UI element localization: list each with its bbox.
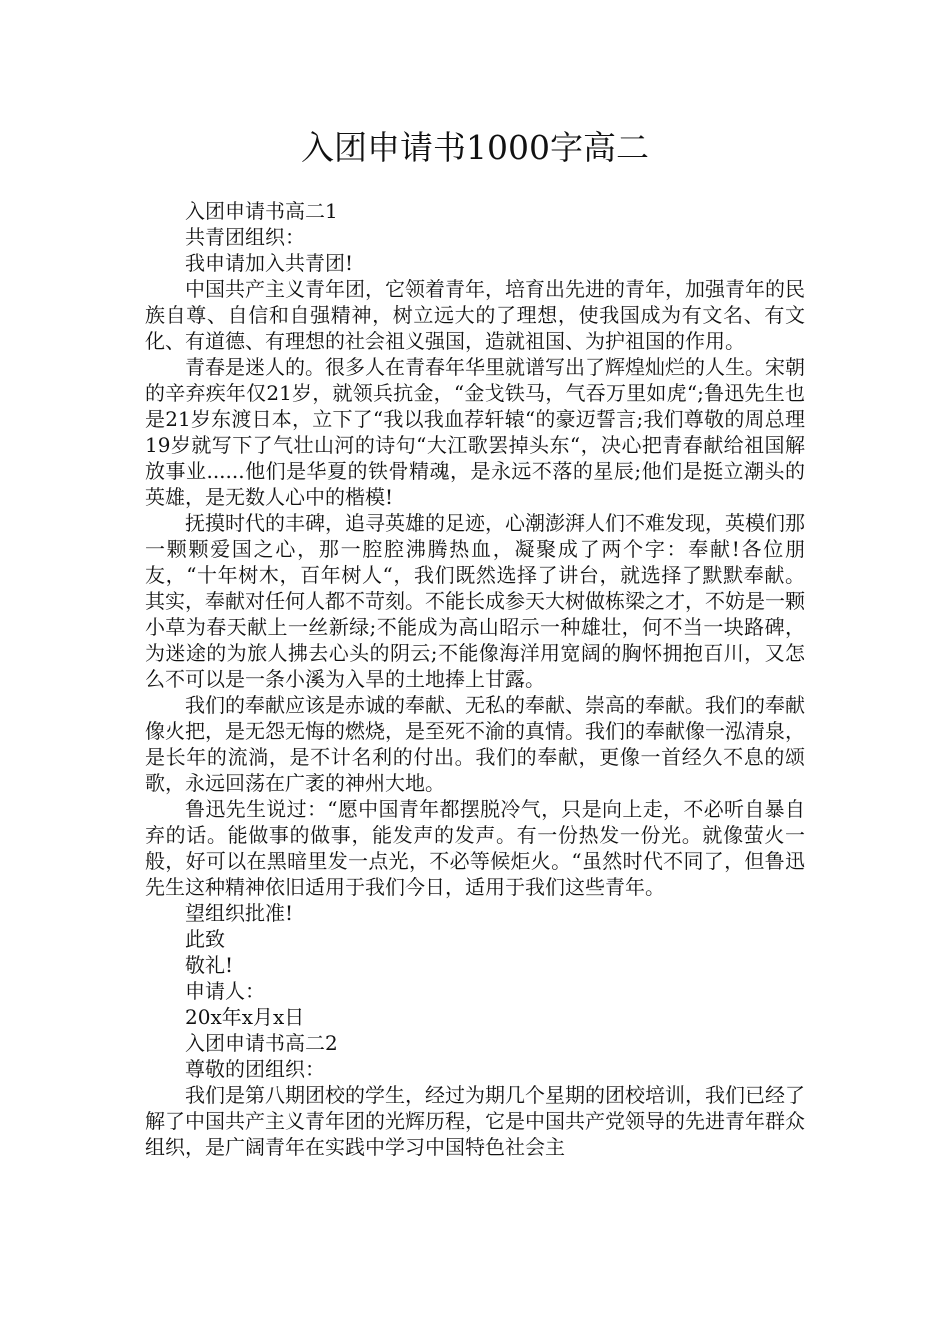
body-paragraph: 中国共产主义青年团，它领着青年，培育出先进的青年，加强青年的民族自尊、自信和自强精神，树立远大的了理想，使我国成为有文名、有文化、有道德、有理想的社会祖义强国，造就祖国、为护祖国的作用。 bbox=[145, 277, 805, 353]
closing-request: 望组织批准! bbox=[185, 901, 294, 925]
salutation: 共青团组织： bbox=[185, 225, 305, 249]
date-line: 20x年x月x日 bbox=[185, 1005, 305, 1029]
body-paragraph: 鲁迅先生说过：“愿中国青年都摆脱冷气，只是向上走，不必听自暴自弃的话。能做事的做事，能发声的发声。有一份热发一份光。就像萤火一般，好可以在黑暗里发一点光，不必等候炬火。“虽然时代不同了，但鲁迅先生这种精神依旧适用于我们今日，适用于我们这些青年。 bbox=[145, 797, 805, 899]
closing-line: 敬礼! bbox=[185, 953, 234, 977]
opening-line: 我申请加入共青团! bbox=[185, 251, 354, 275]
salutation: 尊敬的团组织： bbox=[185, 1057, 325, 1081]
body-paragraph: 我们的奉献应该是赤诚的奉献、无私的奉献、崇高的奉献。我们的奉献像火把，是无怨无悔的燃烧，是至死不渝的真情。我们的奉献像一泓清泉，是长年的流淌，是不计名利的付出。我们的奉献，更像一首经久不息的颂歌，永远回荡在广袤的神州大地。 bbox=[145, 693, 805, 795]
body-paragraph: 青春是迷人的。很多人在青春年华里就谱写出了辉煌灿烂的人生。宋朝的辛弃疾年仅21岁，就领兵抗金，“金戈铁马，气吞万里如虎“;鲁迅先生也是21岁东渡日本，立下了“我以我血荐轩辕“的豪迈誓言;我们尊敬的周总理19岁就写下了气壮山河的诗句“大江歌罢掉头东“，决心把青春献给祖国解放事业......他们是华夏的铁骨精魂，是永远不落的星辰;他们是挺立潮头的英雄，是无数人心中的楷模! bbox=[145, 355, 805, 509]
section-heading: 入团申请书高二2 bbox=[185, 1031, 338, 1055]
body-paragraph: 抚摸时代的丰碑，追寻英雄的足迹，心潮澎湃人们不难发现，英模们那一颗颗爱国之心，那一腔腔沸腾热血，凝聚成了两个字：奉献!各位朋友，“十年树木，百年树人“，我们既然选择了讲台，就选择了默默奉献。其实，奉献对任何人都不苛刻。不能长成参天大树做栋梁之才，不妨是一颗小草为春天献上一丝新绿;不能成为高山昭示一种雄壮，何不当一块路碑，为迷途的为旅人拂去心头的阴云;不能像海洋用宽阔的胸怀拥抱百川，又怎么不可以是一条小溪为入旱的土地捧上甘露。 bbox=[145, 511, 805, 691]
closing-line: 此致 bbox=[185, 927, 225, 951]
section-heading: 入团申请书高二1 bbox=[185, 199, 338, 223]
document-title: 入团申请书1000字高二 bbox=[301, 128, 649, 167]
body-paragraph: 我们是第八期团校的学生，经过为期几个星期的团校培训，我们已经了解了中国共产主义青年团的光辉历程，它是中国共产党领导的先进青年群众组织，是广阔青年在实践中学习中国特色社会主 bbox=[145, 1083, 805, 1159]
document-body bbox=[145, 198, 805, 1160]
applicant-label: 申请人： bbox=[185, 979, 265, 1003]
